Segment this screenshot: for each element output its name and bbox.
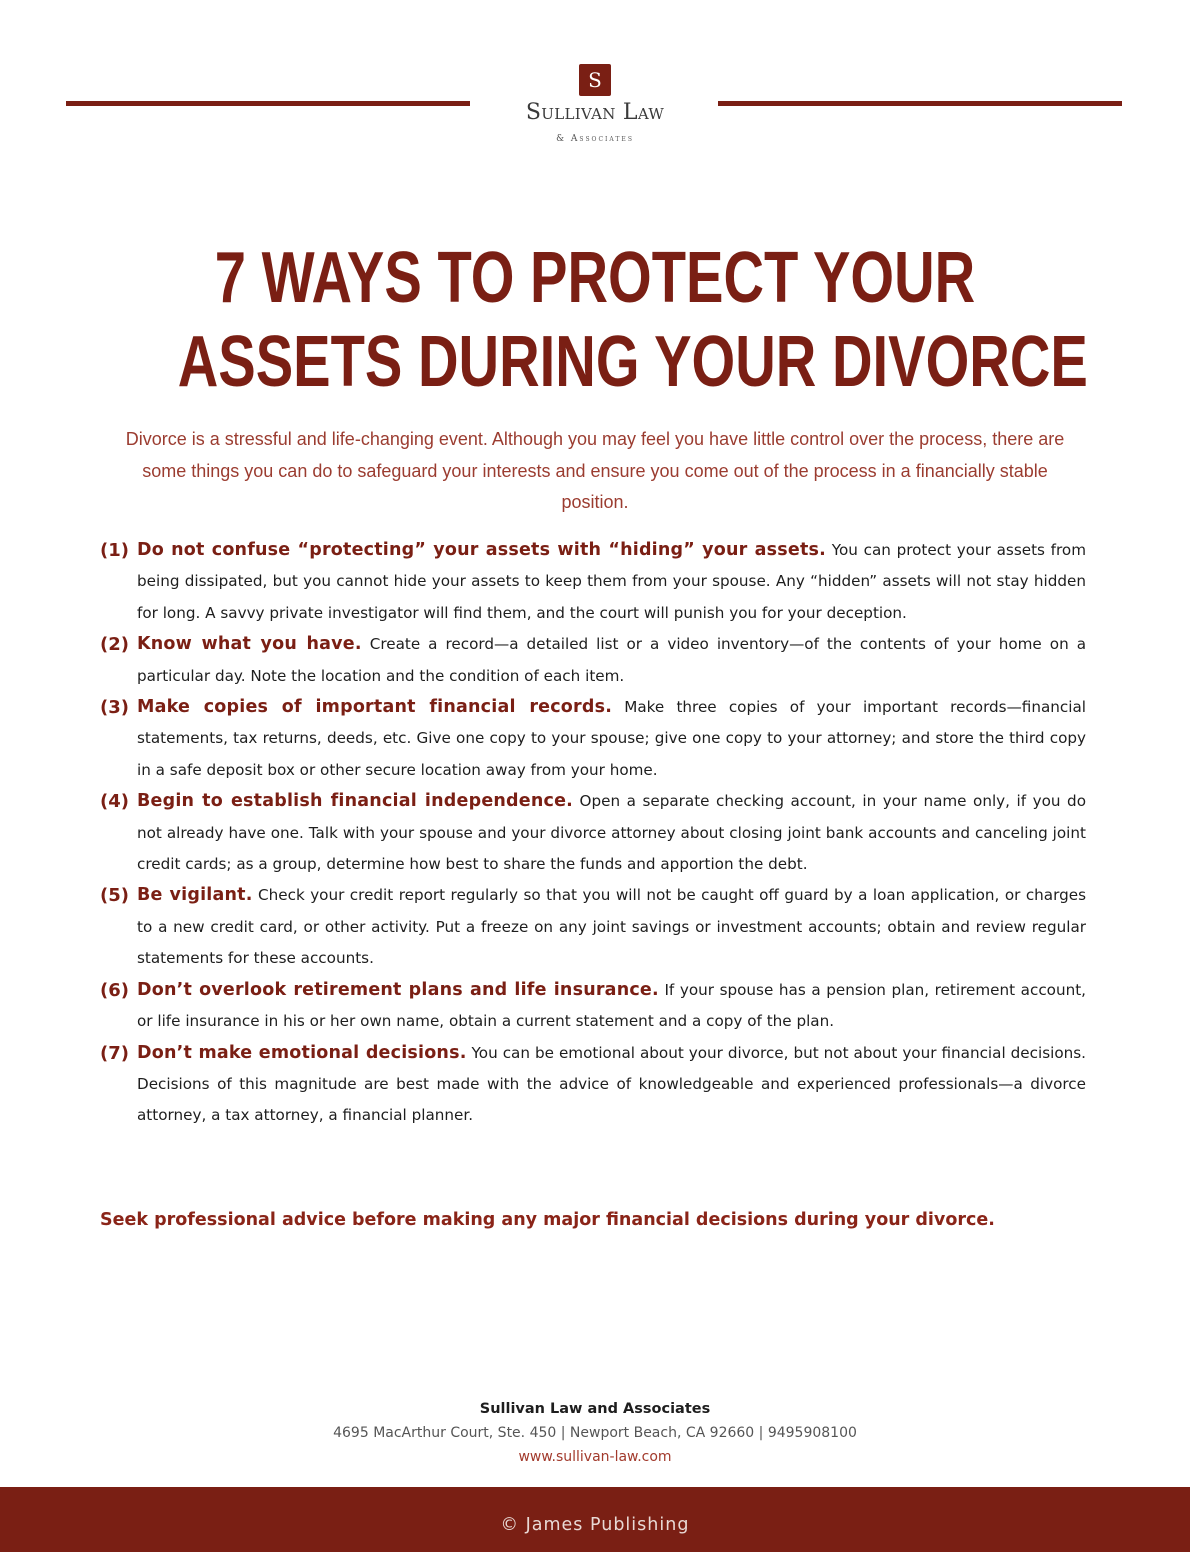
footer-bar — [0, 1487, 1190, 1552]
item-number: (4) — [100, 791, 129, 813]
item-body: Create a record—a detailed list or a video inventory—of the contents of your home on a particular day. Note the location and the condition of each item. — [137, 635, 1087, 685]
item-text — [137, 692, 1086, 786]
list-item — [100, 880, 1086, 974]
item-heading: Be vigilant. — [137, 885, 253, 906]
item-text — [137, 535, 1086, 629]
item-body: If your spouse has a pension plan, retirement account, or life insurance in his or her own name, obtain a current statement and a copy of the plan. — [137, 980, 1087, 1031]
header-divider-left — [66, 101, 470, 106]
item-heading: Don’t make emotional decisions. — [137, 1042, 467, 1063]
firm-logo-mark: S — [579, 64, 611, 96]
item-body: Open a separate checking account, in your name only, if you do not already have one. Talk with your spouse and your divorce attorney about closing joint bank accounts and canceling joint credit cards; as a group, determine how best to share the funds and apportion the debt. — [137, 792, 1086, 874]
list-item — [100, 629, 1086, 692]
item-number: (1) — [100, 540, 129, 561]
list-item — [100, 535, 1086, 629]
item-heading: Don’t overlook retirement plans and life insurance. — [137, 979, 659, 1000]
item-number: (5) — [100, 885, 129, 907]
list-item — [100, 1038, 1086, 1132]
item-number: (7) — [100, 1042, 129, 1064]
item-text — [137, 786, 1086, 880]
item-body: Make three copies of your important records—financial statements, tax returns, deeds, etc. Give one copy to your spouse; give one copy to your attorney; and store the third copy in a safe deposit box or other secure location away from your home. — [137, 698, 1087, 779]
list-item — [100, 975, 1086, 1038]
item-text — [137, 629, 1086, 692]
item-text — [137, 880, 1086, 974]
page-title-line-1: 7 WAYS TO PROTECT YOUR — [214, 238, 976, 318]
intro-paragraph: Divorce is a stressful and life-changing event. Although you may feel you have little control over the process, there are some things you can do to safeguard your interests and ensure you come out of the process in a financially stable position. — [125, 429, 1065, 512]
list-item — [100, 786, 1086, 880]
closing-statement: Seek professional advice before making any major financial decisions during your divorce. — [100, 1210, 995, 1230]
firm-logo-subtitle: & Associates — [556, 134, 634, 144]
tips-list — [100, 535, 1086, 1132]
list-item — [100, 692, 1086, 786]
item-heading: Make copies of important financial records. — [137, 697, 613, 718]
page-title — [177, 236, 1088, 404]
item-text — [137, 1038, 1086, 1132]
footer-website-link[interactable]: www.sullivan-law.com — [518, 1449, 672, 1465]
item-text — [137, 975, 1086, 1038]
item-body: You can protect your assets from being dissipated, but you cannot hide your assets to keep them from your spouse. Any “hidden” assets will not stay hidden for long. A savvy private investigator will find them, and the court will punish you for your deception. — [137, 541, 1087, 622]
item-body: Check your credit report regularly so that you will not be caught off guard by a loan application, or charges to a new credit card, or other activity. Put a freeze on any joint savings or investment accounts; obtain and review regular statements for these accounts. — [137, 886, 1086, 968]
item-heading: Begin to establish financial independence. — [137, 791, 573, 812]
copyright-notice: © James Publishing — [500, 1515, 690, 1535]
footer-firm-name: Sullivan Law and Associates — [479, 1401, 711, 1417]
item-number: (6) — [100, 979, 129, 1001]
footer-address: 4695 MacArthur Court, Ste. 450 | Newport Beach, CA 92660 | 9495908100 — [333, 1425, 857, 1441]
item-number: (3) — [100, 697, 129, 719]
header-divider-right — [718, 101, 1122, 106]
item-body: You can be emotional about your divorce, but not about your financial decisions. Decisions of this magnitude are best made with the advice of knowledgeable and experienced professionals—a divorce attorney, a tax attorney, a financial planner. — [137, 1043, 1087, 1125]
firm-logo-name: Sullivan Law — [525, 100, 665, 125]
page-title-line-2: ASSETS DURING YOUR DIVORCE — [177, 322, 1088, 402]
item-heading: Know what you have. — [137, 634, 362, 655]
item-heading: Do not confuse “protecting” your assets with “hiding” your assets. — [137, 540, 826, 560]
item-number: (2) — [100, 634, 129, 656]
